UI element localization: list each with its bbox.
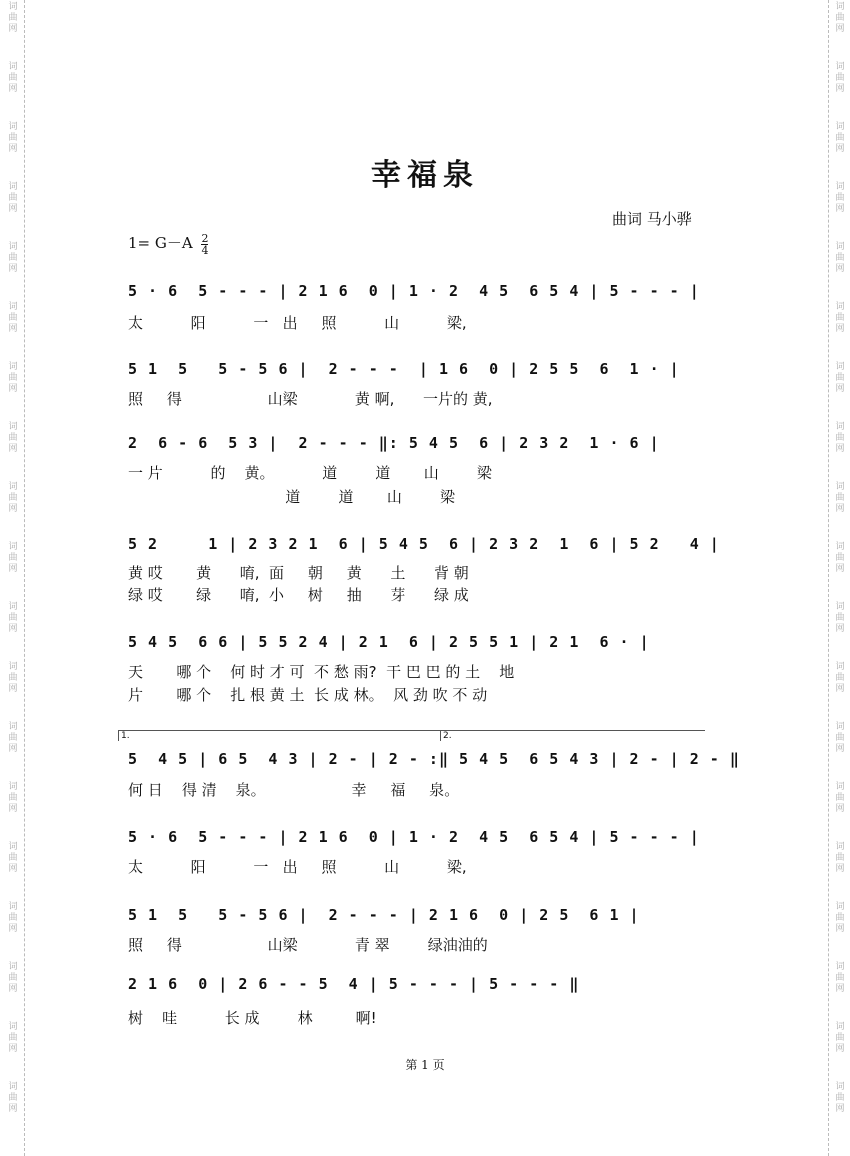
lyric-row-3a: 一 片 的 黄。 道 道 山 梁 xyxy=(128,464,492,482)
notation-row-3: 2 6 - 6 5 3 | 2 - - - ‖: 5 4 5 6 | 2 3 2 1 · 6 | xyxy=(128,434,660,452)
watermark-mark: 词 曲 网 xyxy=(835,482,845,514)
notation-row-5: 5 4 5 6 6 | 5 5 2 4 | 2 1 6 | 2 5 5 1 | 2 1 6 · | xyxy=(128,633,650,651)
volta-first-ending: 1. xyxy=(118,730,441,741)
notation-row-9: 2 1 6 0 | 2 6 - - 5 4 | 5 - - - | 5 - - - ‖ xyxy=(128,975,580,993)
watermark-mark: 词 曲 网 xyxy=(8,182,18,214)
time-signature xyxy=(201,233,208,256)
lyric-row-4b: 绿 哎 绿 唷, 小 树 抽 芽 绿 成 xyxy=(128,586,469,604)
watermark-mark: 词 曲 网 xyxy=(835,62,845,94)
watermark-mark: 词 曲 网 xyxy=(835,422,845,454)
notation-row-4: 5 2 1 | 2 3 2 1 6 | 5 4 5 6 | 2 3 2 1 6 | 5 2 4 | xyxy=(128,535,720,553)
watermark-mark: 词 曲 网 xyxy=(835,722,845,754)
watermark-mark: 词 曲 网 xyxy=(835,962,845,994)
key-label: 1= G－A xyxy=(128,234,193,252)
watermark-mark: 词 曲 网 xyxy=(8,902,18,934)
lyric-row-9: 树 哇 长 成 林 啊! xyxy=(128,1009,377,1027)
watermark-mark: 词 曲 网 xyxy=(8,542,18,574)
watermark-mark: 词 曲 网 xyxy=(8,482,18,514)
watermark-mark: 词 曲 网 xyxy=(835,182,845,214)
watermark-mark: 词 曲 网 xyxy=(8,1022,18,1054)
watermark-mark: 词 曲 网 xyxy=(835,662,845,694)
time-sig-denominator: 4 xyxy=(201,243,209,257)
notation-row-8: 5 1 5 5 - 5 6 | 2 - - - | 2 1 6 0 | 2 5 6 1 | xyxy=(128,906,640,924)
watermark-mark: 词 曲 网 xyxy=(835,842,845,874)
watermark-mark: 词 曲 网 xyxy=(8,842,18,874)
song-title: 幸福泉 xyxy=(371,158,479,193)
watermark-mark: 词 曲 网 xyxy=(8,962,18,994)
watermark-mark: 词 曲 网 xyxy=(8,722,18,754)
watermark-mark: 词 曲 网 xyxy=(835,1022,845,1054)
notation-row-1: 5 · 6 5 - - - | 2 1 6 0 | 1 · 2 4 5 6 5 4 | 5 - - - | xyxy=(128,282,700,300)
watermark-mark: 词 曲 网 xyxy=(8,602,18,634)
watermark-mark: 词 曲 网 xyxy=(835,782,845,814)
watermark-mark: 词 曲 网 xyxy=(835,302,845,334)
lyric-row-2: 照 得 山梁 黄 啊, 一片的 黄, xyxy=(128,390,493,408)
lyric-row-6: 何 日 得 清 泉。 幸 福 泉。 xyxy=(128,781,460,799)
notation-row-2: 5 1 5 5 - 5 6 | 2 - - - | 1 6 0 | 2 5 5 6 1 · | xyxy=(128,360,680,378)
watermark-mark: 词 曲 网 xyxy=(835,602,845,634)
watermark-mark: 词 曲 网 xyxy=(8,662,18,694)
lyric-row-8: 照 得 山梁 青 翠 绿油油的 xyxy=(128,936,488,954)
time-sig-numerator: 2 xyxy=(201,231,209,245)
watermark-mark: 词 曲 网 xyxy=(835,362,845,394)
notation-row-7: 5 · 6 5 - - - | 2 1 6 0 | 1 · 2 4 5 6 5 4 | 5 - - - | xyxy=(128,828,700,846)
watermark-mark: 词 曲 网 xyxy=(835,902,845,934)
volta-second-ending: 2. xyxy=(440,730,705,741)
watermark-mark: 词 曲 网 xyxy=(8,122,18,154)
watermark-mark: 词 曲 网 xyxy=(835,242,845,274)
lyric-row-5b: 片 哪 个 扎 根 黄 土 长 成 林。 风 劲 吹 不 动 xyxy=(128,686,488,704)
watermark-mark: 词 曲 网 xyxy=(8,362,18,394)
lyric-row-4a: 黄 哎 黄 唷, 面 朝 黄 土 背 朝 xyxy=(128,564,469,582)
watermark-mark: 词 曲 网 xyxy=(8,242,18,274)
lyric-row-1: 太 阳 一 出 照 山 梁, xyxy=(128,314,467,332)
lyric-row-7: 太 阳 一 出 照 山 梁, xyxy=(128,858,467,876)
watermark-mark: 词 曲 网 xyxy=(8,2,18,34)
watermark-mark: 词 曲 网 xyxy=(835,542,845,574)
key-signature xyxy=(128,232,208,256)
page-number: 第 1 页 xyxy=(405,1058,445,1072)
watermark-mark: 词 曲 网 xyxy=(8,782,18,814)
lyric-row-3b: 道 道 山 梁 xyxy=(128,488,456,506)
notation-row-6: 5 4 5 | 6 5 4 3 | 2 - | 2 - :‖ 5 4 5 6 5 4 3 | 2 - | 2 - ‖ xyxy=(128,750,740,768)
watermark-mark: 词 曲 网 xyxy=(8,302,18,334)
watermark-mark: 词 曲 网 xyxy=(835,2,845,34)
watermark-mark: 词 曲 网 xyxy=(8,422,18,454)
watermark-mark: 词 曲 网 xyxy=(835,122,845,154)
lyric-row-5a: 天 哪 个 何 时 才 可 不 愁 雨? 干 巴 巴 的 土 地 xyxy=(128,663,515,681)
watermark-mark: 词 曲 网 xyxy=(8,1082,18,1114)
watermark-mark: 词 曲 网 xyxy=(8,62,18,94)
watermark-mark: 词 曲 网 xyxy=(835,1082,845,1114)
credit-line: 曲词 马小骅 xyxy=(612,210,692,228)
